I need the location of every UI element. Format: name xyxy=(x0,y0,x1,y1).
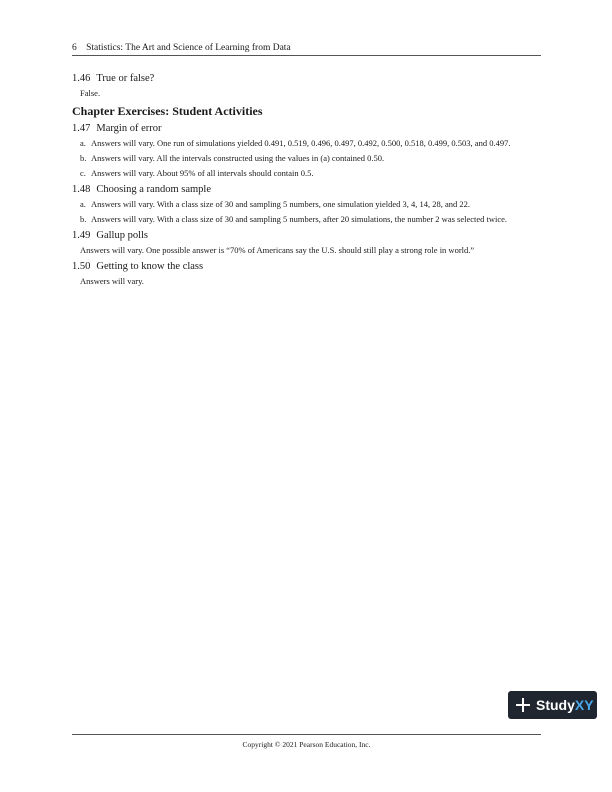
exercise-1-47-title xyxy=(72,123,541,134)
exercise-number: 1.46 xyxy=(72,73,91,84)
studyxy-badge[interactable] xyxy=(508,691,597,719)
exercise-1-50-title xyxy=(72,261,541,272)
exercise-number: 1.47 xyxy=(72,123,91,134)
exercise-title: Margin of error xyxy=(96,123,162,134)
footer-divider xyxy=(72,734,541,735)
part-text: Answers will vary. All the intervals constructed using the values in (a) contained 0.50. xyxy=(91,153,385,163)
brand-main: Study xyxy=(536,697,575,713)
exercise-1-46-answer: False. xyxy=(80,88,101,98)
part-text: Answers will vary. With a class size of 30 and sampling 5 numbers, one simulation yielded 3, 4, 14, 28, and 22. xyxy=(91,199,471,209)
answer-part xyxy=(72,214,541,225)
answer-part xyxy=(72,153,541,164)
exercise-1-48-title xyxy=(72,184,541,195)
exercise-1-50-answer: Answers will vary. xyxy=(80,276,144,286)
part-label: c. xyxy=(80,168,86,178)
exercise-1-49-title xyxy=(72,230,541,241)
section-heading: Chapter Exercises: Student Activities xyxy=(72,104,263,118)
exercise-1-49-answer: Answers will vary. One possible answer is “70% of Americans say the U.S. should still play a strong role in world.” xyxy=(80,245,475,255)
part-label: a. xyxy=(80,199,86,209)
running-header xyxy=(72,43,541,56)
exercise-title: Getting to know the class xyxy=(96,261,204,272)
page-content xyxy=(72,73,541,292)
exercise-number: 1.48 xyxy=(72,184,91,195)
book-title: Statistics: The Art and Science of Learning from Data xyxy=(86,43,291,53)
part-text: Answers will vary. With a class size of 30 and sampling 5 numbers, after 20 simulations, the number 2 was selected twice. xyxy=(91,214,508,224)
copyright-footer: Copyright © 2021 Pearson Education, Inc. xyxy=(242,740,371,749)
exercise-title: True or false? xyxy=(96,73,155,84)
page-number: 6 xyxy=(72,43,77,53)
exercise-title: Gallup polls xyxy=(96,230,148,241)
answer-part xyxy=(72,199,541,210)
answer-part xyxy=(72,138,541,149)
exercise-1-46-title xyxy=(72,73,541,84)
part-label: b. xyxy=(80,214,87,224)
part-text: Answers will vary. One run of simulations yielded 0.491, 0.519, 0.496, 0.497, 0.492, 0.500, 0.518, 0.499, 0.503, and 0.497. xyxy=(91,138,511,148)
part-text: Answers will vary. About 95% of all intervals should contain 0.5. xyxy=(91,168,314,178)
exercise-1-48-parts xyxy=(72,199,541,225)
exercise-number: 1.49 xyxy=(72,230,91,241)
exercise-number: 1.50 xyxy=(72,261,91,272)
part-label: b. xyxy=(80,153,87,163)
plus-icon xyxy=(516,698,530,712)
part-label: a. xyxy=(80,138,86,148)
exercise-title: Choosing a random sample xyxy=(96,184,211,195)
brand-accent: XY xyxy=(574,697,594,713)
exercise-1-47-parts xyxy=(72,138,541,179)
answer-part xyxy=(72,168,541,179)
